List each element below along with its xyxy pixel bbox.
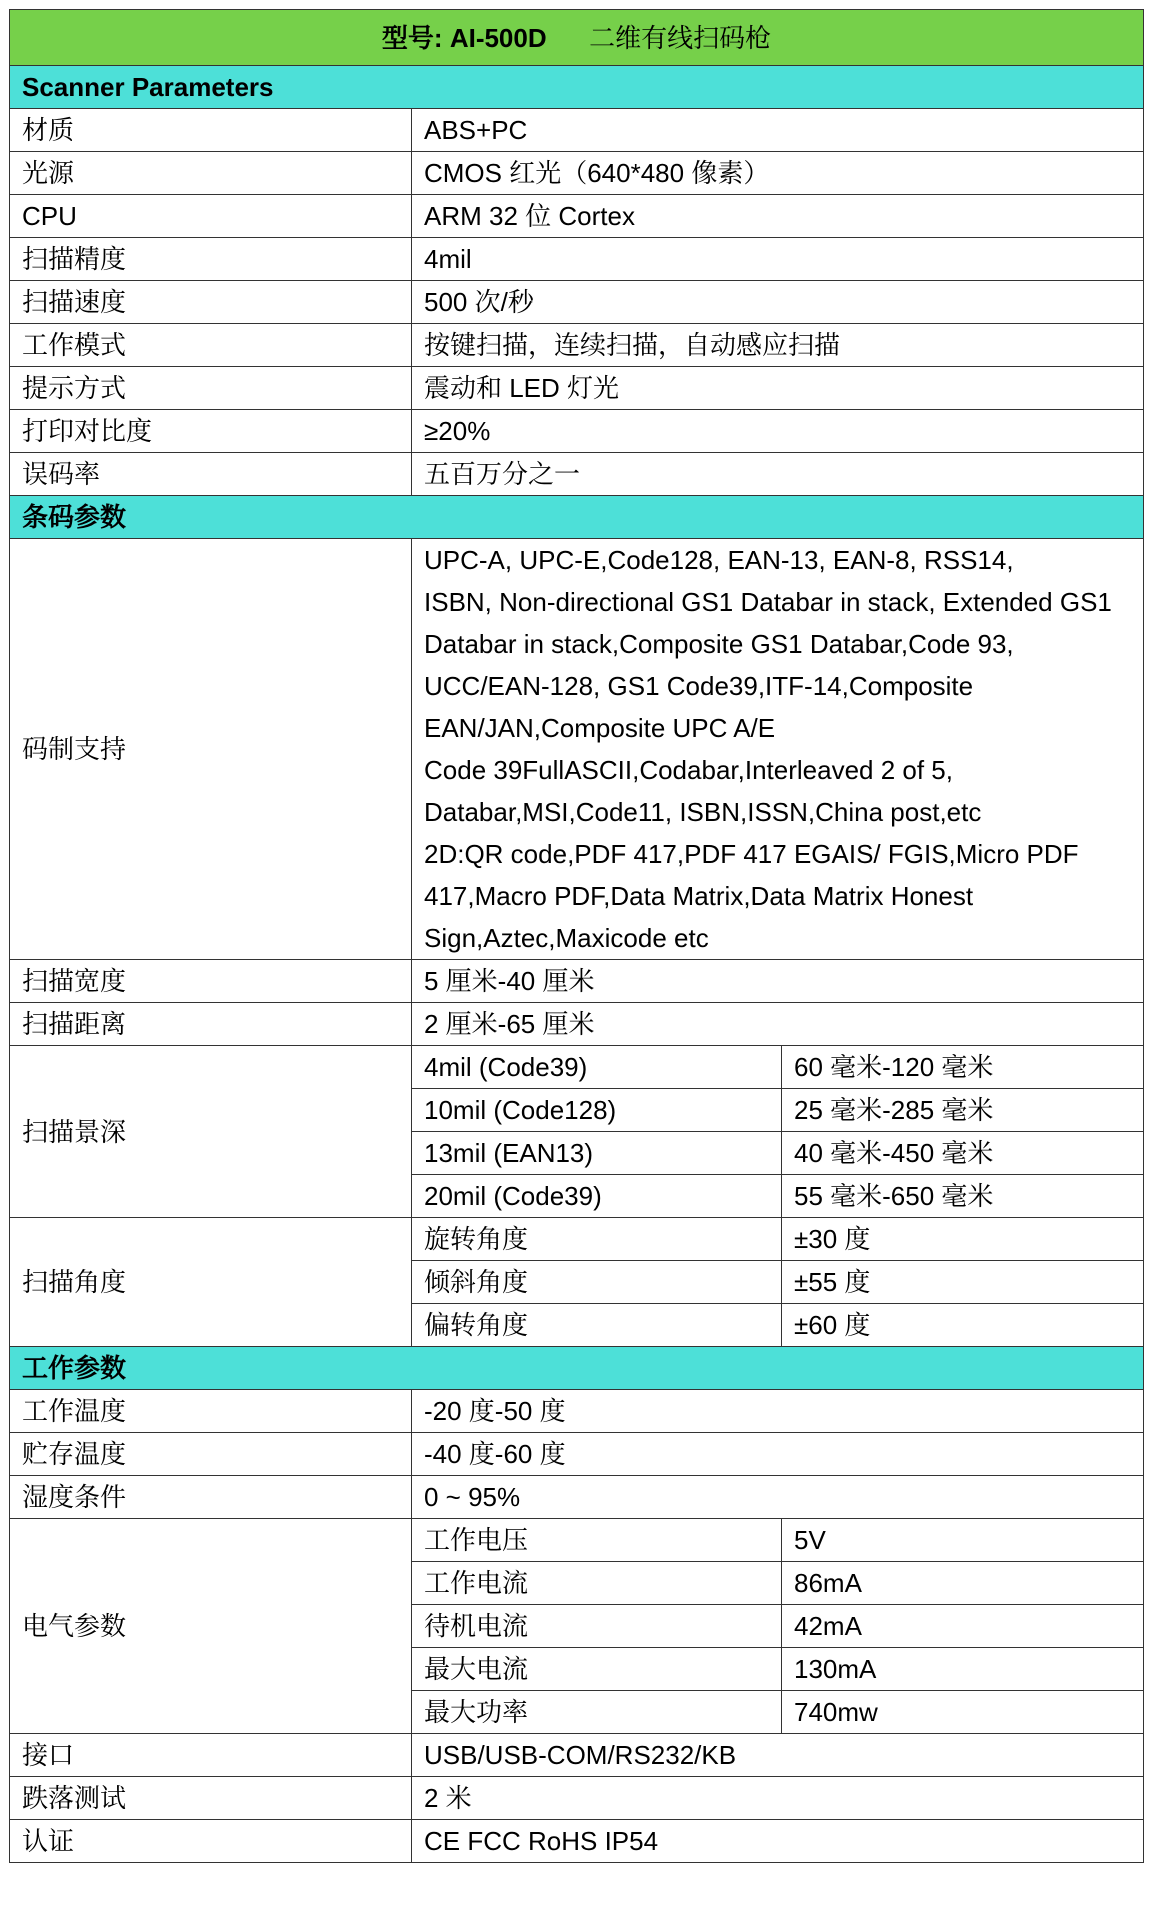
- row-value: 五百万分之一: [412, 453, 1144, 496]
- row-value: 500 次/秒: [412, 281, 1144, 324]
- table-title: [10, 10, 1144, 66]
- electrical-name: 待机电流: [412, 1605, 782, 1648]
- product-name: 二维有线扫码枪: [589, 22, 772, 53]
- dof-range: 25 毫米-285 毫米: [782, 1089, 1144, 1132]
- angle-value: ±60 度: [782, 1304, 1144, 1347]
- row-value: -20 度-50 度: [412, 1390, 1144, 1433]
- row-value: 按键扫描，连续扫描，自动感应扫描: [412, 324, 1144, 367]
- dof-code: 10mil (Code128): [412, 1089, 782, 1132]
- angle-value: ±30 度: [782, 1218, 1144, 1261]
- dof-code: 4mil (Code39): [412, 1046, 782, 1089]
- electrical-name: 工作电流: [412, 1562, 782, 1605]
- row-value: 4mil: [412, 238, 1144, 281]
- electrical-name: 最大电流: [412, 1648, 782, 1691]
- angle-value: ±55 度: [782, 1261, 1144, 1304]
- row-label: 工作模式: [10, 324, 412, 367]
- section-barcode-parameters: 条码参数: [10, 496, 1144, 539]
- dof-range: 55 毫米-650 毫米: [782, 1175, 1144, 1218]
- symbology-line: UPC-A, UPC-E,Code128, EAN-13, EAN-8, RSS14,: [424, 545, 1014, 575]
- row-value: 2 厘米-65 厘米: [412, 1003, 1144, 1046]
- dof-code: 13mil (EAN13): [412, 1132, 782, 1175]
- model-label: 型号:: [381, 22, 443, 53]
- angle-name: 偏转角度: [412, 1304, 782, 1347]
- electrical-name: 工作电压: [412, 1519, 782, 1562]
- section-scanner-parameters: Scanner Parameters: [10, 66, 1144, 109]
- row-label: 扫描距离: [10, 1003, 412, 1046]
- electrical-value: 86mA: [782, 1562, 1144, 1605]
- electrical-value: 130mA: [782, 1648, 1144, 1691]
- depth-of-field-label: 扫描景深: [10, 1046, 412, 1218]
- row-label: 提示方式: [10, 367, 412, 410]
- spec-table: [9, 9, 1144, 1863]
- row-value: CE FCC RoHS IP54: [412, 1820, 1144, 1863]
- symbology-line: 2D:QR code,PDF 417,PDF 417 EGAIS/ FGIS,Micro PDF: [424, 839, 1079, 869]
- row-value: ABS+PC: [412, 109, 1144, 152]
- symbology-line: Databar,MSI,Code11, ISBN,ISSN,China post,etc: [424, 797, 982, 827]
- dof-range: 40 毫米-450 毫米: [782, 1132, 1144, 1175]
- electrical-value: 5V: [782, 1519, 1144, 1562]
- row-label: CPU: [10, 195, 412, 238]
- row-value: -40 度-60 度: [412, 1433, 1144, 1476]
- row-label: 接口: [10, 1734, 412, 1777]
- dof-range: 60 毫米-120 毫米: [782, 1046, 1144, 1089]
- electrical-name: 最大功率: [412, 1691, 782, 1734]
- row-value: 0 ~ 95%: [412, 1476, 1144, 1519]
- row-value: 震动和 LED 灯光: [412, 367, 1144, 410]
- symbology-line: Sign,Aztec,Maxicode etc: [424, 923, 709, 953]
- row-label: 光源: [10, 152, 412, 195]
- row-label: 跌落测试: [10, 1777, 412, 1820]
- angle-name: 旋转角度: [412, 1218, 782, 1261]
- row-label: 扫描精度: [10, 238, 412, 281]
- row-label: 误码率: [10, 453, 412, 496]
- symbology-line: EAN/JAN,Composite UPC A/E: [424, 713, 776, 743]
- angle-name: 倾斜角度: [412, 1261, 782, 1304]
- row-label: 湿度条件: [10, 1476, 412, 1519]
- row-label: 认证: [10, 1820, 412, 1863]
- symbology-line: Databar in stack,Composite GS1 Databar,Code 93,: [424, 629, 1014, 659]
- row-value: CMOS 红光（640*480 像素）: [412, 152, 1144, 195]
- symbology-line: ISBN, Non-directional GS1 Databar in stack, Extended GS1: [424, 587, 1112, 617]
- model-number: AI-500D: [449, 22, 547, 53]
- symbology-label: 码制支持: [10, 539, 412, 960]
- row-label: 打印对比度: [10, 410, 412, 453]
- row-label: 扫描速度: [10, 281, 412, 324]
- electrical-value: 42mA: [782, 1605, 1144, 1648]
- electrical-label: 电气参数: [10, 1519, 412, 1734]
- symbology-line: Code 39FullASCII,Codabar,Interleaved 2 of 5,: [424, 755, 953, 785]
- electrical-value: 740mw: [782, 1691, 1144, 1734]
- row-value: 2 米: [412, 1777, 1144, 1820]
- row-label: 扫描宽度: [10, 960, 412, 1003]
- scan-angle-label: 扫描角度: [10, 1218, 412, 1347]
- dof-code: 20mil (Code39): [412, 1175, 782, 1218]
- symbology-line: UCC/EAN-128, GS1 Code39,ITF-14,Composite: [424, 671, 974, 701]
- row-label: 贮存温度: [10, 1433, 412, 1476]
- symbology-line: 417,Macro PDF,Data Matrix,Data Matrix Honest: [424, 881, 974, 911]
- symbology-list: [412, 539, 1144, 960]
- row-label: 工作温度: [10, 1390, 412, 1433]
- row-value: ARM 32 位 Cortex: [412, 195, 1144, 238]
- row-value: 5 厘米-40 厘米: [412, 960, 1144, 1003]
- section-work-parameters: 工作参数: [10, 1347, 1144, 1390]
- row-value: USB/USB-COM/RS232/KB: [412, 1734, 1144, 1777]
- row-value: ≥20%: [412, 410, 1144, 453]
- row-label: 材质: [10, 109, 412, 152]
